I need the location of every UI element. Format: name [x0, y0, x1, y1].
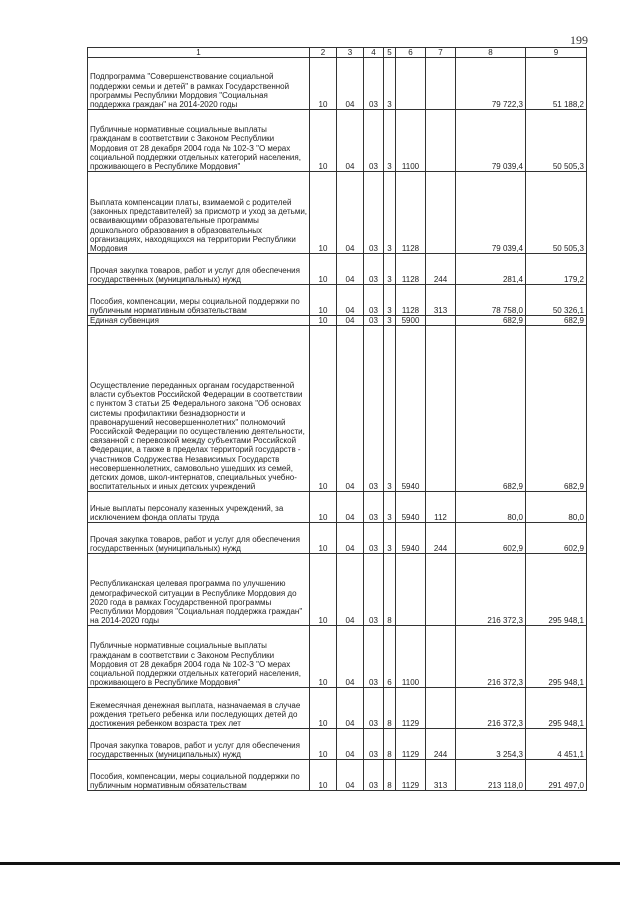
row-value-cell: 3: [384, 326, 396, 492]
column-header: 9: [526, 48, 587, 58]
row-value-cell: 10: [310, 760, 337, 791]
row-value-cell: 10: [310, 626, 337, 688]
row-value-cell: 04: [337, 554, 364, 626]
row-value-cell: 10: [310, 523, 337, 554]
row-value-cell: 1128: [396, 172, 426, 254]
row-value-cell: 3: [384, 523, 396, 554]
row-value-cell: 80,0: [526, 492, 587, 523]
row-value-cell: 295 948,1: [526, 626, 587, 688]
row-value-cell: [426, 58, 456, 110]
row-value-cell: 10: [310, 285, 337, 316]
table-header-row: [88, 48, 587, 58]
row-value-cell: 04: [337, 626, 364, 688]
row-name-cell: Осуществление переданных органам государственной власти субъектов Российской Федерации в соответствии с пунктом 3 статьи 25 Федерального закона "Об основах системы профилактики безнадзорности и правонарушений несовершеннолетних" полномочий Российской Федерации по осуществлению деятельности, связанной с перевозкой между субъектами Российской Федерации, а также в пределах территорий государств - участников Содружества Независимых Государств несовершеннолетних, самовольно ушедших из семей, детских домов, школ-интернатов, специальных учебно-воспитательных и иных детских учреждений: [88, 326, 310, 492]
table-row: [88, 688, 587, 729]
row-value-cell: [426, 688, 456, 729]
row-name-cell: Публичные нормативные социальные выплаты гражданам в соответствии с Законом Республики Мордовия от 28 декабря 2004 года № 102-З "О мерах социальной поддержки отдельных категорий населения, проживающего в Республике Мордовия": [88, 626, 310, 688]
row-value-cell: 04: [337, 110, 364, 172]
column-header: 4: [364, 48, 384, 58]
row-value-cell: 213 118,0: [456, 760, 526, 791]
row-value-cell: 3: [384, 58, 396, 110]
row-value-cell: 03: [364, 523, 384, 554]
row-value-cell: 10: [310, 326, 337, 492]
row-value-cell: 4 451,1: [526, 729, 587, 760]
row-value-cell: 1129: [396, 760, 426, 791]
row-value-cell: 682,9: [526, 326, 587, 492]
row-value-cell: 04: [337, 58, 364, 110]
row-value-cell: 1129: [396, 688, 426, 729]
row-value-cell: 8: [384, 760, 396, 791]
row-value-cell: 03: [364, 688, 384, 729]
row-value-cell: 313: [426, 760, 456, 791]
table-row: [88, 254, 587, 285]
column-header: 1: [88, 48, 310, 58]
row-name-cell: Прочая закупка товаров, работ и услуг для обеспечения государственных (муниципальных) нужд: [88, 729, 310, 760]
row-value-cell: 04: [337, 254, 364, 285]
row-name-cell: Подпрограмма "Совершенствование социальной поддержки семьи и детей" в рамках Государственной программы Республики Мордовия "Социальная поддержка граждан" на 2014-2020 годы: [88, 58, 310, 110]
row-value-cell: 03: [364, 58, 384, 110]
row-value-cell: 78 758,0: [456, 285, 526, 316]
page-number: 199: [570, 33, 588, 47]
row-value-cell: 10: [310, 729, 337, 760]
column-header: 7: [426, 48, 456, 58]
row-value-cell: 602,9: [456, 523, 526, 554]
row-value-cell: 51 188,2: [526, 58, 587, 110]
column-header: 8: [456, 48, 526, 58]
column-header: 5: [384, 48, 396, 58]
row-value-cell: 50 505,3: [526, 110, 587, 172]
row-value-cell: [396, 58, 426, 110]
row-value-cell: 179,2: [526, 254, 587, 285]
page-bottom-rule: [0, 862, 620, 865]
row-value-cell: 244: [426, 523, 456, 554]
row-value-cell: 10: [310, 58, 337, 110]
row-value-cell: 3: [384, 254, 396, 285]
table-row: [88, 523, 587, 554]
row-value-cell: 04: [337, 688, 364, 729]
row-value-cell: [426, 316, 456, 326]
row-value-cell: 682,9: [526, 316, 587, 326]
row-name-cell: Пособия, компенсации, меры социальной поддержки по публичным нормативным обязательствам: [88, 285, 310, 316]
row-value-cell: 1129: [396, 729, 426, 760]
row-value-cell: [426, 326, 456, 492]
row-value-cell: 682,9: [456, 326, 526, 492]
row-value-cell: 5940: [396, 523, 426, 554]
row-value-cell: 244: [426, 254, 456, 285]
row-value-cell: 313: [426, 285, 456, 316]
row-value-cell: 3 254,3: [456, 729, 526, 760]
row-value-cell: 5900: [396, 316, 426, 326]
column-header: 3: [337, 48, 364, 58]
row-value-cell: 244: [426, 729, 456, 760]
row-value-cell: 03: [364, 172, 384, 254]
row-value-cell: 216 372,3: [456, 626, 526, 688]
row-value-cell: 04: [337, 492, 364, 523]
row-value-cell: 04: [337, 172, 364, 254]
row-value-cell: 281,4: [456, 254, 526, 285]
row-value-cell: 04: [337, 326, 364, 492]
row-value-cell: 295 948,1: [526, 554, 587, 626]
row-value-cell: [426, 110, 456, 172]
row-value-cell: 04: [337, 316, 364, 326]
row-value-cell: 10: [310, 688, 337, 729]
row-name-cell: Публичные нормативные социальные выплаты гражданам в соответствии с Законом Республики Мордовия от 28 декабря 2004 года № 102-З "О мерах социальной поддержки отдельных категорий населения, проживающего в Республике Мордовия": [88, 110, 310, 172]
row-value-cell: 03: [364, 760, 384, 791]
row-value-cell: 10: [310, 554, 337, 626]
row-value-cell: 79 039,4: [456, 110, 526, 172]
row-name-cell: Прочая закупка товаров, работ и услуг для обеспечения государственных (муниципальных) нужд: [88, 254, 310, 285]
table-row: [88, 492, 587, 523]
row-value-cell: [426, 172, 456, 254]
row-name-cell: Республиканская целевая программа по улучшению демографической ситуации в Республике Мордовия до 2020 года в рамках Государственной программы Республики Мордовия "Социальная поддержка граждан" на 2014-2020 годы: [88, 554, 310, 626]
row-value-cell: 3: [384, 492, 396, 523]
row-name-cell: Единая субвенция: [88, 316, 310, 326]
row-name-cell: Иные выплаты персоналу казенных учреждений, за исключением фонда оплаты труда: [88, 492, 310, 523]
table-row: [88, 326, 587, 492]
row-name-cell: Пособия, компенсации, меры социальной поддержки по публичным нормативным обязательствам: [88, 760, 310, 791]
table-row: [88, 729, 587, 760]
row-value-cell: 3: [384, 172, 396, 254]
row-value-cell: 10: [310, 172, 337, 254]
column-header: 6: [396, 48, 426, 58]
row-value-cell: 50 505,3: [526, 172, 587, 254]
column-header: 2: [310, 48, 337, 58]
table-row: [88, 316, 587, 326]
row-value-cell: 79 039,4: [456, 172, 526, 254]
row-value-cell: 3: [384, 285, 396, 316]
row-value-cell: 3: [384, 110, 396, 172]
row-value-cell: 3: [384, 316, 396, 326]
table-row: [88, 760, 587, 791]
row-value-cell: 1100: [396, 110, 426, 172]
row-value-cell: 03: [364, 316, 384, 326]
row-value-cell: 8: [384, 688, 396, 729]
budget-table: [87, 47, 587, 791]
row-value-cell: 03: [364, 729, 384, 760]
table-row: [88, 110, 587, 172]
row-value-cell: 10: [310, 110, 337, 172]
row-value-cell: 602,9: [526, 523, 587, 554]
row-value-cell: 03: [364, 254, 384, 285]
row-value-cell: 03: [364, 554, 384, 626]
row-value-cell: 8: [384, 554, 396, 626]
row-value-cell: 5940: [396, 326, 426, 492]
table-row: [88, 285, 587, 316]
table-row: [88, 172, 587, 254]
table-row: [88, 626, 587, 688]
row-value-cell: 682,9: [456, 316, 526, 326]
row-name-cell: Прочая закупка товаров, работ и услуг для обеспечения государственных (муниципальных) нужд: [88, 523, 310, 554]
table-row: [88, 58, 587, 110]
row-value-cell: [396, 554, 426, 626]
row-value-cell: 8: [384, 729, 396, 760]
row-value-cell: 04: [337, 285, 364, 316]
row-value-cell: 216 372,3: [456, 554, 526, 626]
row-value-cell: 04: [337, 729, 364, 760]
row-value-cell: 50 326,1: [526, 285, 587, 316]
row-value-cell: 6: [384, 626, 396, 688]
row-value-cell: 216 372,3: [456, 688, 526, 729]
row-value-cell: 03: [364, 626, 384, 688]
row-value-cell: 1100: [396, 626, 426, 688]
row-value-cell: 03: [364, 492, 384, 523]
row-value-cell: 5940: [396, 492, 426, 523]
row-value-cell: 10: [310, 254, 337, 285]
row-value-cell: 10: [310, 492, 337, 523]
row-value-cell: 1128: [396, 254, 426, 285]
row-value-cell: 80,0: [456, 492, 526, 523]
row-name-cell: Ежемесячная денежная выплата, назначаемая в случае рождения третьего ребенка или последующих детей до достижения ребенком возраста трех лет: [88, 688, 310, 729]
row-value-cell: 112: [426, 492, 456, 523]
row-value-cell: 03: [364, 326, 384, 492]
row-value-cell: 03: [364, 285, 384, 316]
row-value-cell: 291 497,0: [526, 760, 587, 791]
row-value-cell: 04: [337, 523, 364, 554]
row-value-cell: 04: [337, 760, 364, 791]
row-value-cell: [426, 554, 456, 626]
row-value-cell: 03: [364, 110, 384, 172]
row-name-cell: Выплата компенсации платы, взимаемой с родителей (законных представителей) за присмотр и уход за детьми, осваивающими образовательные программы дошкольного образования в образовательных организациях, находящихся на территории Республики Мордовия: [88, 172, 310, 254]
row-value-cell: 10: [310, 316, 337, 326]
row-value-cell: 79 722,3: [456, 58, 526, 110]
row-value-cell: [426, 626, 456, 688]
row-value-cell: 1128: [396, 285, 426, 316]
row-value-cell: 295 948,1: [526, 688, 587, 729]
table-row: [88, 554, 587, 626]
